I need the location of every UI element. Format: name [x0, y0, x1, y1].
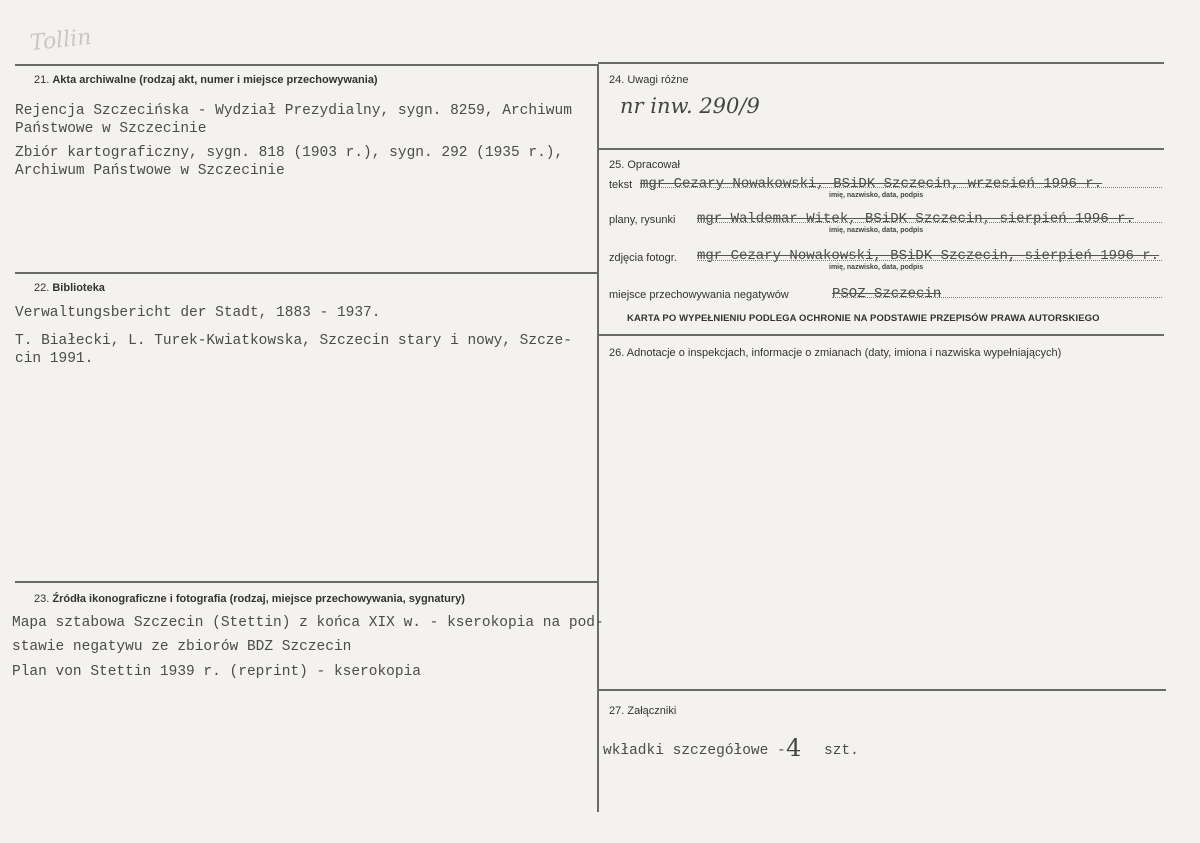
section-26-heading	[609, 347, 1061, 359]
author-text-hint: imię, nazwisko, data, podpis	[829, 192, 924, 199]
section-25-title: Opracował	[627, 159, 680, 171]
copyright-notice: KARTA PO WYPEŁNIENIU PODLEGA OCHRONIE NA PODSTAWIE PRZEPISÓW PRAWA AUTORSKIEGO	[627, 313, 1100, 324]
section-22-title: Biblioteka	[52, 282, 105, 294]
section-21-number: 21.	[34, 74, 50, 86]
author-plans-dotline	[697, 222, 1162, 223]
divider-22-23	[15, 581, 598, 583]
section-24-number: 24.	[609, 74, 625, 86]
author-text-value: mgr Cezary Nowakowski, BSiDK Szczecin, wrzesień 1996 r.	[640, 176, 1103, 192]
negatives-location-dotline	[832, 297, 1162, 298]
section-21-line-3: Zbiór kartograficzny, sygn. 818 (1903 r.), sygn. 292 (1935 r.),	[15, 145, 564, 161]
top-rule-right	[598, 62, 1164, 64]
section-21-subtitle: (rodzaj akt, numer i miejsce przechowywania)	[139, 74, 378, 86]
section-24-heading	[609, 74, 689, 86]
section-24-title: Uwagi różne	[627, 74, 689, 86]
divider-24-25	[598, 148, 1164, 150]
section-27-heading	[609, 705, 676, 717]
author-text-dotline	[640, 187, 1162, 188]
negatives-location-value: PSOZ Szczecin	[832, 286, 942, 302]
section-22-heading	[34, 282, 105, 294]
author-plans-value: mgr Waldemar Witek, BSiDK Szczecin, sierpień 1996 r.	[697, 211, 1134, 227]
section-25-heading	[609, 159, 680, 171]
section-23-heading	[34, 593, 465, 605]
author-photos-hint: imię, nazwisko, data, podpis	[829, 264, 924, 271]
author-photos-value: mgr Cezary Nowakowski, BSiDK Szczecin, sierpień 1996 r.	[697, 248, 1160, 264]
author-photos-label: zdjęcia fotogr.	[609, 252, 677, 264]
attachments-unit: szt.	[824, 743, 859, 759]
divider-21-22	[15, 272, 598, 274]
author-photos-dotline	[697, 260, 1162, 261]
section-21-line-1: Rejencja Szczecińska - Wydział Prezydialny, sygn. 8259, Archiwum	[15, 103, 572, 119]
section-27-title: Załączniki	[627, 705, 677, 717]
section-27-number: 27.	[609, 705, 625, 717]
divider-25-26	[598, 334, 1164, 336]
pencil-corner-mark: Tollin	[28, 24, 93, 57]
inventory-number-handwritten: nr inw. 290/9	[620, 94, 760, 118]
section-22-line-1: Verwaltungsbericht der Stadt, 1883 - 1937.	[15, 305, 381, 321]
section-23-line-2: stawie negatywu ze zbiorów BDZ Szczecin	[12, 639, 352, 655]
author-plans-label: plany, rysunki	[609, 214, 676, 226]
author-text-label: tekst	[609, 179, 633, 191]
section-26-number: 26.	[609, 347, 625, 359]
section-21-line-2: Państwowe w Szczecinie	[15, 121, 207, 137]
section-22-line-3: cin 1991.	[15, 351, 94, 367]
section-23-line-1: Mapa sztabowa Szczecin (Stettin) z końca XIX w. - kserokopia na pod-	[12, 615, 604, 631]
divider-26-27	[598, 689, 1166, 691]
section-21-title: Akta archiwalne	[52, 74, 137, 86]
section-23-subtitle: (rodzaj, miejsce przechowywania, sygnatury)	[229, 593, 465, 605]
top-rule-left	[15, 64, 598, 66]
section-23-number: 23.	[34, 593, 50, 605]
section-21-line-4: Archiwum Państwowe w Szczecinie	[15, 163, 285, 179]
attachments-typed: wkładki szczegółowe -	[603, 743, 786, 759]
section-25-number: 25.	[609, 159, 625, 171]
section-26-title: Adnotacje o inspekcjach, informacje o zmianach (daty, imiona i nazwiska wypełniających)	[626, 347, 1062, 359]
negatives-location-label: miejsce przechowywania negatywów	[609, 289, 789, 301]
section-23-line-3: Plan von Stettin 1939 r. (reprint) - kserokopia	[12, 664, 421, 680]
author-plans-hint: imię, nazwisko, data, podpis	[829, 227, 924, 234]
section-22-line-2: T. Białecki, L. Turek-Kwiatkowska, Szczecin stary i nowy, Szcze-	[15, 333, 572, 349]
section-21-heading	[34, 74, 378, 86]
column-divider	[597, 64, 599, 812]
section-23-title: Źródła ikonograficzne i fotografia	[52, 593, 227, 605]
attachments-count-handwritten: 4	[786, 734, 802, 762]
section-22-number: 22.	[34, 282, 50, 294]
